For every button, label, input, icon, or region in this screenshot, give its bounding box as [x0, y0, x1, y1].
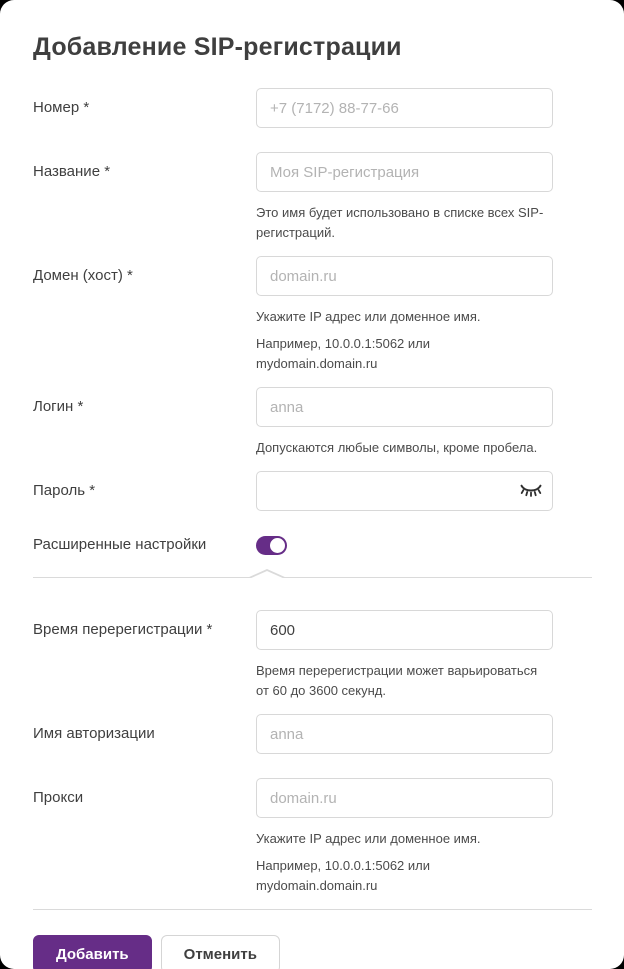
auth-name-label: Имя авторизации: [33, 725, 155, 742]
auth-name-input[interactable]: [256, 714, 553, 754]
advanced-settings-toggle[interactable]: [256, 536, 287, 555]
proxy-help-line2: Например, 10.0.0.1:5062 или mydomain.domain.ru: [256, 858, 431, 893]
proxy-help: [256, 829, 553, 896]
domain-input[interactable]: [256, 256, 553, 296]
form-actions: [33, 935, 592, 969]
proxy-field: [256, 778, 553, 896]
login-field: [256, 387, 553, 458]
name-help: [256, 203, 553, 243]
reregistration-help-line1: Время перерегистрации может варьироваться: [256, 663, 538, 678]
reregistration-help-line2: от 60 до 3600 секунд.: [256, 683, 386, 698]
reregistration-time-label: Время перерегистрации *: [33, 621, 213, 638]
proxy-help-line1: Укажите IP адрес или доменное имя.: [256, 831, 481, 846]
advanced-section-divider: [33, 577, 592, 578]
number-input[interactable]: [256, 88, 553, 128]
name-help-line1: Это имя будет использовано в списке всех SIP-: [256, 205, 544, 220]
advanced-settings-label: Расширенные настройки: [33, 536, 207, 553]
field-row-number: [33, 88, 592, 128]
login-label: Логин *: [33, 398, 84, 415]
password-label: Пароль *: [33, 482, 96, 499]
login-input[interactable]: [256, 387, 553, 427]
name-help-line2: регистраций.: [256, 225, 335, 240]
domain-help: [256, 307, 553, 374]
login-help-line: Допускаются любые символы, кроме пробела.: [256, 440, 538, 455]
domain-field: [256, 256, 553, 374]
footer-divider: [33, 909, 592, 910]
field-row-domain: [33, 256, 592, 374]
field-row-reregistration-time: [33, 610, 592, 701]
eye-closed-icon[interactable]: [520, 484, 542, 499]
domain-label: Домен (хост) *: [33, 267, 133, 284]
number-label: Номер *: [33, 99, 90, 116]
domain-help-line1: Укажите IP адрес или доменное имя.: [256, 309, 481, 324]
field-row-proxy: [33, 778, 592, 896]
name-field: [256, 152, 553, 243]
field-row-password: [33, 471, 592, 511]
auth-name-field: [256, 714, 553, 754]
password-input[interactable]: [256, 471, 553, 511]
proxy-input[interactable]: [256, 778, 553, 818]
add-button[interactable]: Добавить: [33, 935, 152, 969]
advanced-settings-field: [256, 535, 553, 555]
name-label: Название *: [33, 163, 111, 180]
field-row-name: [33, 152, 592, 243]
field-row-login: [33, 387, 592, 458]
page-title: Добавление SIP-регистрации: [33, 33, 402, 61]
reregistration-time-field: [256, 610, 553, 701]
login-help: [256, 438, 553, 458]
domain-help-line2: Например, 10.0.0.1:5062 или mydomain.domain.ru: [256, 336, 431, 371]
field-row-auth-name: [33, 714, 592, 754]
proxy-label: Прокси: [33, 789, 84, 806]
reregistration-time-input[interactable]: [256, 610, 553, 650]
cancel-button[interactable]: Отменить: [161, 935, 280, 969]
number-field: [256, 88, 553, 128]
name-input[interactable]: [256, 152, 553, 192]
password-input-wrap: [256, 471, 553, 511]
field-row-advanced-settings: [33, 535, 592, 555]
password-field: [256, 471, 553, 511]
toggle-knob: [270, 538, 285, 553]
reregistration-time-help: [256, 661, 553, 701]
